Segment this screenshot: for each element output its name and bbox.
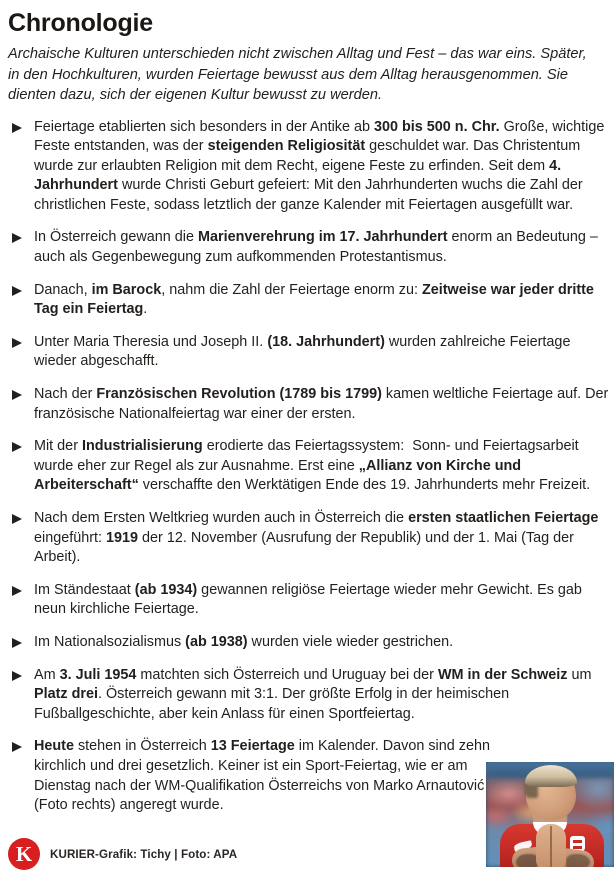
photo-left-tattoo [516, 854, 538, 867]
triangle-right-icon [12, 233, 22, 243]
bullet-text: Unter Maria Theresia und Joseph II. (18. Jahrhundert) wurden zahlreiche Feiertage wieder abgeschafft. [34, 333, 571, 370]
triangle-right-icon [12, 586, 22, 596]
bullet-text: Am 3. Juli 1954 matchten sich Österreich und Uruguay bei der WM in der Schweiz um Platz drei. Österreich gewann mit 3:1. Der größte Erfolg in der heimischen Fußballgeschichte, aber kein Anlass für einen Sportfeiertag. [34, 666, 592, 722]
bullet-maria-theresia [8, 333, 610, 372]
marko-arnautovic-photo [486, 762, 614, 867]
triangle-right-icon [12, 338, 22, 348]
bullet-text: Danach, im Barock, nahm die Zahl der Feiertage enorm zu: Zeitweise war jeder dritte Tag ein Feiertag. [34, 281, 594, 318]
bullet-industrialisierung [8, 437, 610, 496]
triangle-right-icon [12, 671, 22, 681]
bullet-text: Nach der Französischen Revolution (1789 bis 1799) kamen weltliche Feiertage auf. Der französische Nationalfeiertag war einer der ersten. [34, 386, 609, 422]
bullet-barock [8, 281, 610, 320]
bullet-text: Feiertage etablierten sich besonders in der Antike ab 300 bis 500 n. Chr. Große, wichtige Feste entstanden, was der steigenden Religiosität geschuldet war. Das Christentum wurde zur erlaubten Religion mit dem Recht, eigene Feste zu erfinden. Seit dem 4. Jahrhundert wurde Christi Geburt gefeiert: Mit den Jahrhunderten wuchs die Zahl der christlichen Feste, sodass letztlich der ganze Kalender mit Feiertagen ausgefüllt war. [34, 118, 605, 213]
triangle-right-icon [12, 442, 22, 452]
bullet-text: Im Ständestaat (ab 1934) gewannen religiöse Feiertage wieder mehr Gewicht. Es gab neun kirchliche Feiertage. [34, 581, 582, 618]
bullet-text: Im Nationalsozialismus (ab 1938) wurden viele wieder gestrichen. [34, 633, 454, 650]
bullet-franzoesische-revolution [8, 385, 610, 424]
chronology-list [6, 118, 610, 816]
kurier-logo-icon: K [8, 838, 40, 870]
triangle-right-icon [12, 390, 22, 400]
bullet-heute [8, 737, 504, 815]
bullet-erster-weltkrieg [8, 509, 610, 568]
bullet-text: In Österreich gewann die Marienverehrung im 17. Jahrhundert enorm an Bedeutung – auch als Gegenbewegung zum aufkommenden Protestantismus. [34, 229, 598, 266]
credit-text: KURIER-Grafik: Tichy | Foto: APA [50, 847, 238, 861]
bullet-text: Mit der Industrialisierung erodierte das Feiertagssystem: Sonn- und Feiertagsarbeit wurde eher zur Regel als zur Ausnahme. Erst eine „Allianz von Kirche und Arbeiterschaft“ verschaffte den Werktätigen Ende des 19. Jahrhunderts mehr Freizeit. [34, 438, 591, 494]
photo-right-tattoo [566, 854, 590, 867]
page-title: Chronologie [8, 9, 154, 37]
bullet-text: Heute stehen in Österreich 13 Feiertage im Kalender. Davon sind zehn kirchlich und drei gesetzlich. Keiner ist ein Sport-Feiertag, wie er am Dienstag nach der WM-Qualifikation Österreichs von Marko Arnautović (Foto rechts) angeregt wurde. [34, 738, 490, 814]
triangle-right-icon [12, 742, 22, 752]
triangle-right-icon [12, 286, 22, 296]
bullet-marienverehrung [8, 228, 610, 267]
triangle-right-icon [12, 514, 22, 524]
triangle-right-icon [12, 123, 22, 133]
bullet-text: Nach dem Ersten Weltkrieg wurden auch in Österreich die ersten staatlichen Feiertage eingeführt: 1919 der 12. November (Ausrufung der Republik) und der 1. Mai (Tag der Arbeit). [34, 510, 599, 566]
bullet-antike [8, 118, 610, 216]
intro-paragraph: Archaische Kulturen unterschieden nicht zwischen Alltag und Fest – das war eins. Später, in den Hochkulturen, wurden Feiertage bewusst aus dem Alltag herausgenommen. Sie dienten dazu, sich der eigenen Kultur bewusst zu werden. [8, 46, 587, 103]
bullet-wm-1954 [8, 666, 610, 725]
credit-bar [8, 838, 237, 870]
bullet-nationalsozialismus [8, 633, 610, 653]
triangle-right-icon [12, 638, 22, 648]
photo-hand-divider [550, 826, 552, 867]
bullet-staendestaat [8, 581, 610, 620]
